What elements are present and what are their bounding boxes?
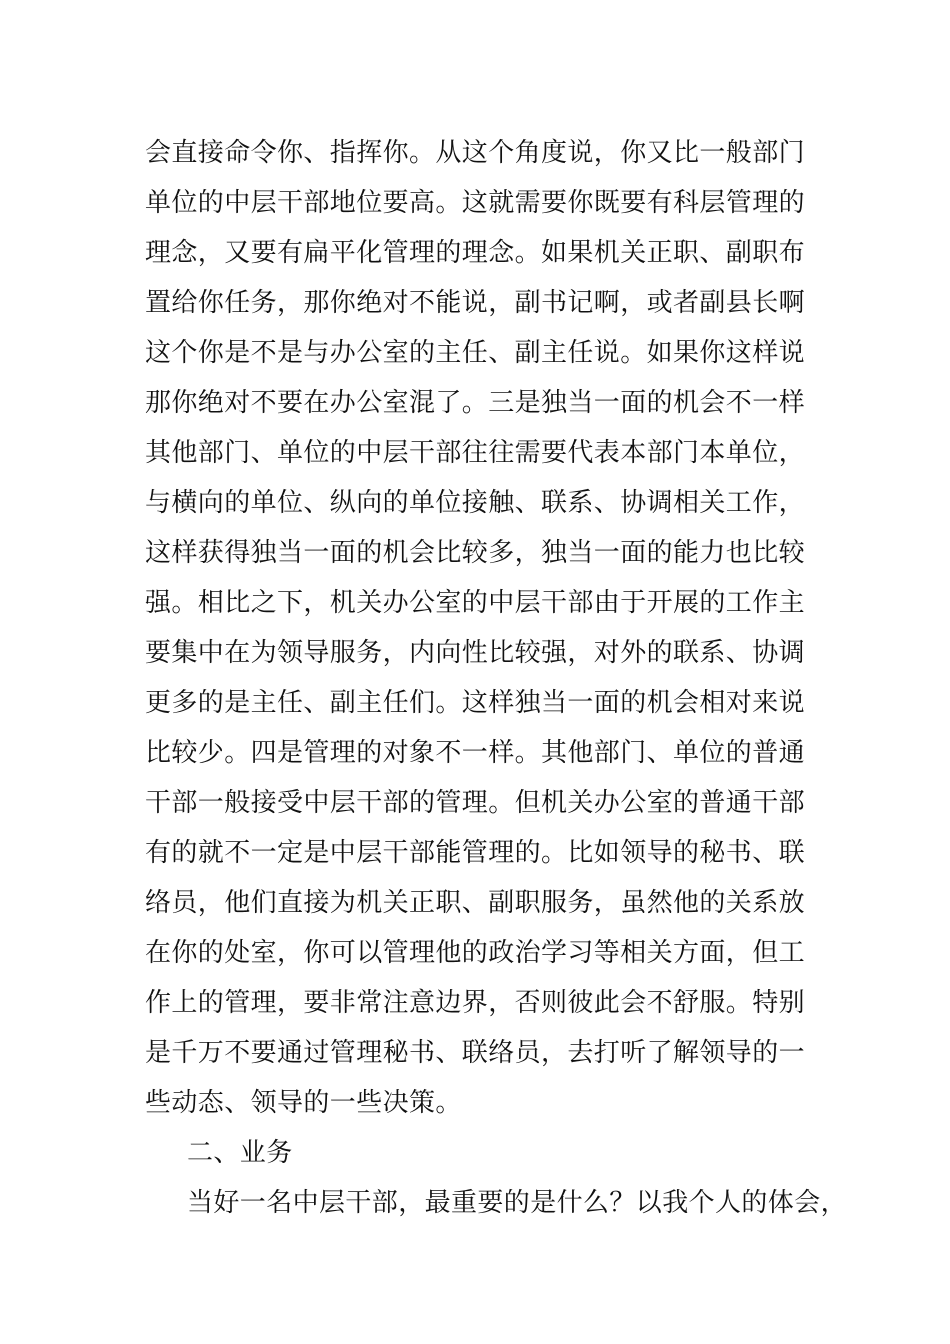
text-line-18: 作上的管理，要非常注意边界，否则彼此会不舒服。特别 [145,988,806,1018]
text-line-10: 强。相比之下，机关办公室的中层干部由于开展的工作主 [145,588,806,618]
text-line-11: 要集中在为领导服务，内向性比较强，对外的联系、协调 [145,638,806,668]
text-line-1: 会直接命令你、指挥你。从这个角度说，你又比一般部门 [145,138,806,168]
text-line-2: 单位的中层干部地位要高。这就需要你既要有科层管理的 [145,188,806,218]
text-line-5: 这个你是不是与办公室的主任、副主任说。如果你这样说 [145,338,806,368]
text-line-15: 有的就不一定是中层干部能管理的。比如领导的秘书、联 [145,838,806,868]
text-line-19: 是千万不要通过管理秘书、联络员，去打听了解领导的一 [145,1038,806,1068]
text-line-16: 络员，他们直接为机关正职、副职服务，虽然他的关系放 [145,888,806,918]
paragraph-first-line: 当好一名中层干部，最重要的是什么？以我个人的体会， [187,1188,848,1218]
text-line-14: 干部一般接受中层干部的管理。但机关办公室的普通干部 [145,788,806,818]
section-heading: 二、业务 [187,1138,293,1168]
text-line-7: 其他部门、单位的中层干部往往需要代表本部门本单位， [145,438,806,468]
text-line-6: 那你绝对不要在办公室混了。三是独当一面的机会不一样 [145,388,806,418]
document-text [145,128,848,1228]
text-line-12: 更多的是主任、副主任们。这样独当一面的机会相对来说 [145,688,806,718]
text-line-13: 比较少。四是管理的对象不一样。其他部门、单位的普通 [145,738,806,768]
text-line-20: 些动态、领导的一些决策。 [145,1088,462,1118]
text-line-4: 置给你任务，那你绝对不能说，副书记啊，或者副县长啊 [145,288,806,318]
text-line-3: 理念，又要有扁平化管理的理念。如果机关正职、副职布 [145,238,806,268]
text-line-8: 与横向的单位、纵向的单位接触、联系、协调相关工作， [145,488,806,518]
text-line-17: 在你的处室，你可以管理他的政治学习等相关方面，但工 [145,938,806,968]
text-line-9: 这样获得独当一面的机会比较多，独当一面的能力也比较 [145,538,806,568]
